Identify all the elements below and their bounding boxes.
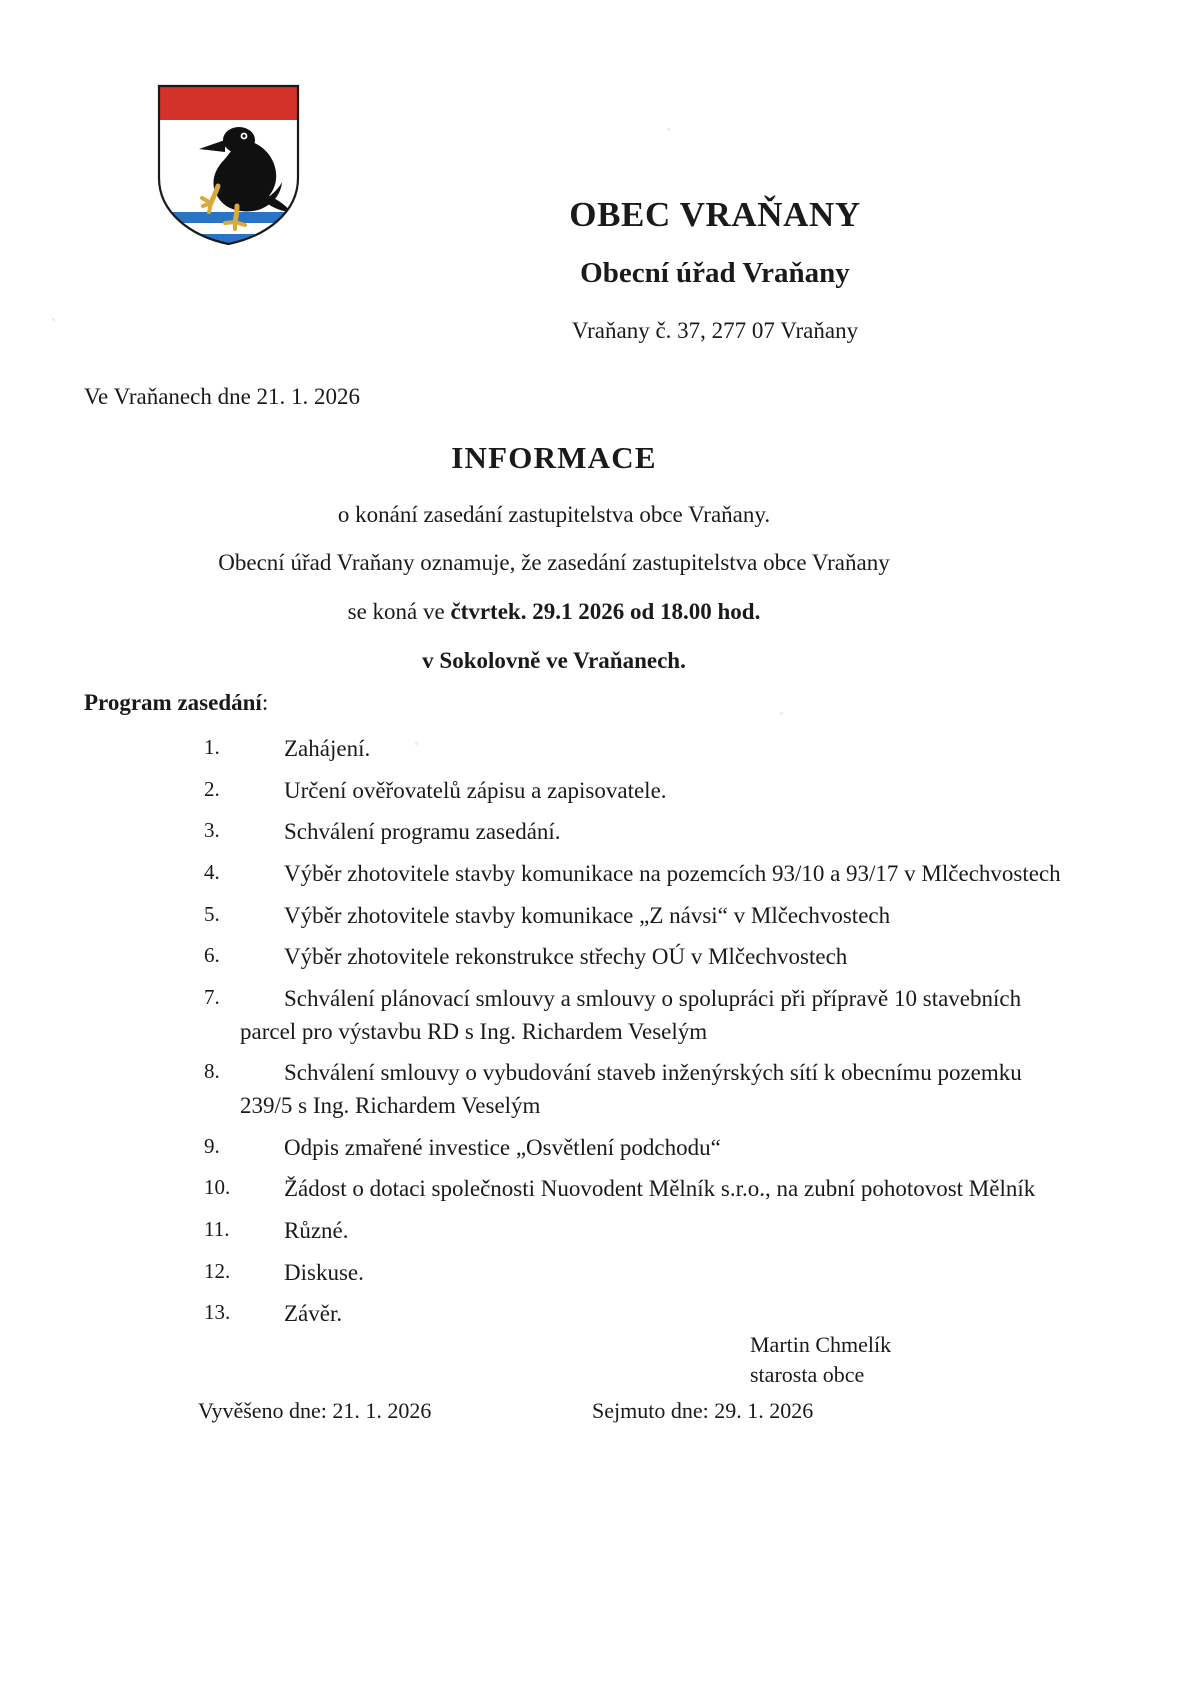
notice-datetime-value: čtvrtek. 29.1 2026 od 18.00 hod.: [450, 599, 761, 624]
agenda-item: [196, 1257, 1096, 1290]
notice-subject-line: o konání zasedání zastupitelstva obce Vraňany.: [337, 502, 771, 527]
agenda-item-number: 10.: [204, 1175, 231, 1200]
org-title: OBEC VRAŇANY: [569, 195, 861, 234]
agenda-item-text: Diskuse.: [284, 1259, 364, 1285]
agenda-item: [196, 1057, 1096, 1122]
signature-block: [750, 1330, 891, 1389]
notice-datetime-line: [0, 597, 1108, 627]
agenda-item-text: Žádost o dotaci společnosti Nuovodent Mělník s.r.o., na zubní pohotovost Mělník: [284, 1176, 1036, 1202]
scan-speckle: [52, 318, 55, 321]
program-heading-text: Program zasedání: [84, 690, 262, 715]
agenda-item-line2: parcel pro výstavbu RD s Ing. Richardem Veselým: [240, 1018, 708, 1044]
agenda-item: [196, 775, 1096, 808]
notice-title: INFORMACE: [451, 440, 657, 475]
agenda-item-text: [240, 983, 1096, 1048]
agenda-item-text: Určení ověřovatelů zápisu a zapisovatele.: [284, 777, 667, 803]
agenda-item: [196, 1132, 1096, 1165]
org-address: Vraňany č. 37, 277 07 Vraňany: [571, 317, 859, 343]
agenda-item: [196, 1215, 1096, 1248]
agenda-item-text: Závěr.: [284, 1301, 343, 1327]
agenda-item: [196, 816, 1096, 849]
notice-venue-line: v Sokolovně ve Vraňanech.: [422, 648, 686, 673]
agenda-item-text: Zahájení.: [284, 736, 371, 761]
agenda-item-line2: 239/5 s Ing. Richardem Veselým: [240, 1092, 541, 1118]
agenda-item-text: Různé.: [284, 1217, 349, 1243]
agenda-item-line1: Schválení smlouvy o vybudování staveb inženýrských sítí k obecnímu pozemku: [284, 1060, 1022, 1086]
agenda-item-text: Odpis zmařené investice „Osvětlení podchodu“: [284, 1134, 721, 1160]
coat-of-arms-icon: [155, 82, 302, 248]
agenda-item: [196, 900, 1096, 933]
agenda-item: [196, 941, 1096, 974]
agenda-item-number: 7.: [204, 984, 220, 1009]
agenda-item-text: Výběr zhotovitele rekonstrukce střechy OÚ v Mlčechvostech: [284, 944, 848, 970]
agenda-item-number: 1.: [204, 735, 220, 759]
agenda-item-text: Schválení programu zasedání.: [284, 819, 561, 845]
agenda-item-number: 8.: [204, 1059, 220, 1084]
agenda-item-number: 3.: [204, 818, 220, 843]
agenda-item-number: 9.: [204, 1133, 220, 1158]
agenda-item-number: 5.: [204, 901, 220, 926]
agenda-item-text: Výběr zhotovitele stavby komunikace na pozemcích 93/10 a 93/17 v Mlčechvostech: [284, 860, 1061, 886]
signatory-role: starosta obce: [750, 1361, 865, 1387]
place-date-line: Ve Vraňanech dne 21. 1. 2026: [84, 384, 361, 409]
agenda-item-line1: Schválení plánovací smlouvy a smlouvy o spolupráci při přípravě 10 stavebních: [284, 985, 1022, 1011]
scan-speckle: [667, 128, 670, 131]
agenda-item-text: [240, 1057, 1096, 1122]
agenda-item-text: Výběr zhotovitele stavby komunikace „Z návsi“ v Mlčechvostech: [284, 902, 891, 928]
org-subtitle: Obecní úřad Vraňany: [580, 257, 850, 290]
notice-datetime-prefix: se koná ve: [347, 599, 451, 624]
agenda-list: [196, 733, 1096, 1340]
agenda-item: [196, 858, 1096, 891]
scan-speckle: [780, 712, 783, 715]
agenda-item-number: 11.: [204, 1216, 230, 1241]
agenda-item-number: 6.: [204, 943, 220, 968]
signatory-name: Martin Chmelík: [750, 1332, 892, 1357]
document-header: [300, 195, 1130, 344]
notice-announcement-line: Obecní úřad Vraňany oznamuje, že zasedání zastupitelstva obce Vraňany: [218, 550, 890, 575]
agenda-item: [196, 733, 1096, 766]
program-heading: [84, 690, 268, 716]
agenda-item-number: 2.: [204, 776, 220, 801]
coat-of-arms: [155, 82, 302, 248]
posted-date: Vyvěšeno dne: 21. 1. 2026: [198, 1398, 432, 1423]
removed-date: Sejmuto dne: 29. 1. 2026: [592, 1398, 814, 1423]
agenda-item: [196, 983, 1096, 1048]
agenda-item-number: 13.: [204, 1300, 231, 1325]
program-heading-colon: :: [261, 690, 269, 715]
agenda-item: [196, 1298, 1096, 1331]
agenda-item: [196, 1173, 1096, 1206]
scan-speckle: [415, 742, 418, 745]
agenda-item-number: 4.: [204, 859, 220, 884]
agenda-item-number: 12.: [204, 1258, 231, 1283]
